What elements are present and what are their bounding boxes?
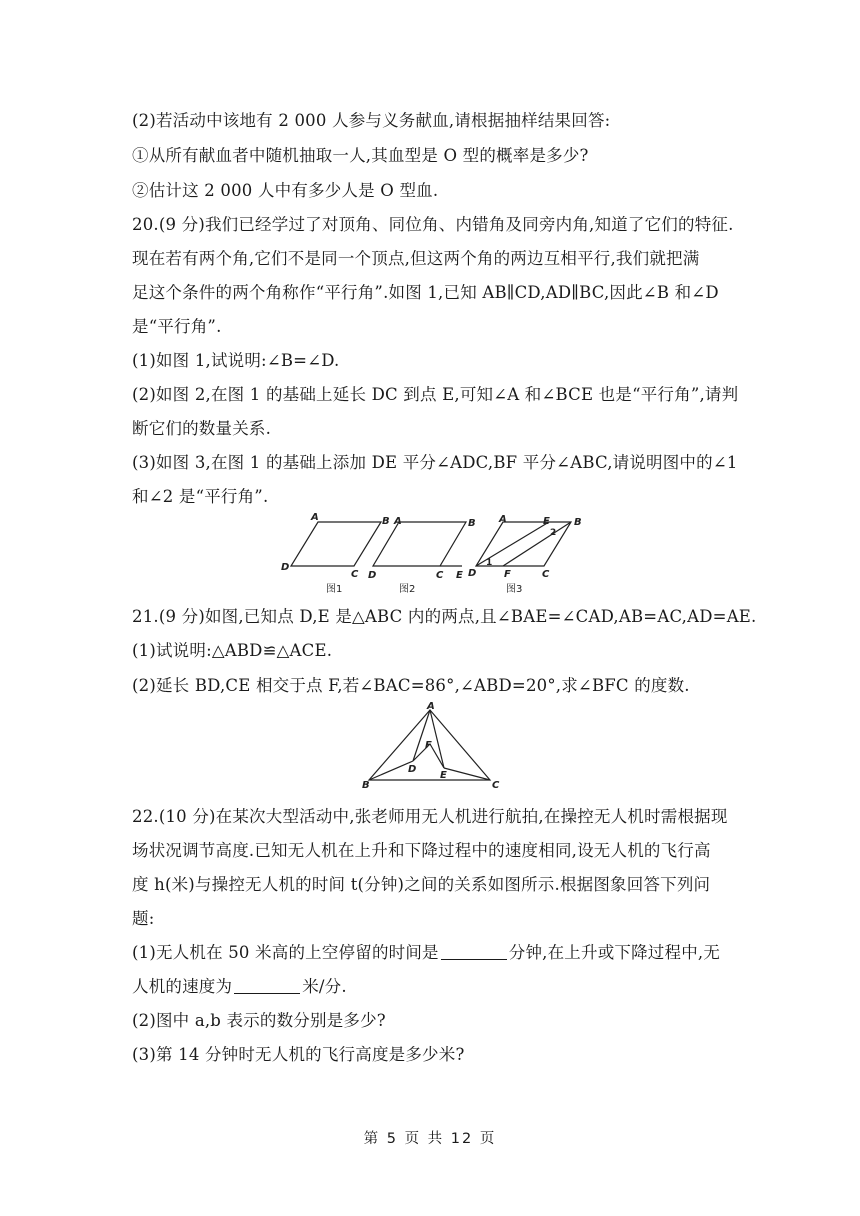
- question-20-text: 20.(9 分)我们已经学过了对顶角、同位角、内错角及同旁内角,知道了它们的特征.: [132, 215, 734, 234]
- triangle-label-b: B: [362, 780, 370, 791]
- fig2-label-e: E: [456, 570, 463, 581]
- fig3-label-a: A: [499, 514, 507, 525]
- part-1-text: (1)无人机在 50 米高的上空停留的时间是: [132, 943, 439, 962]
- question-21-text: 21.(9 分)如图,已知点 D,E 是△ABC 内的两点,且∠BAE=∠CAD,AB=AC,AD=AE.: [132, 607, 757, 626]
- fig3-label-b: B: [574, 517, 582, 528]
- fig1-label-d: D: [281, 562, 290, 573]
- question-20-part-3: 和∠2 是“平行角”.: [132, 487, 269, 506]
- question-22-part-1: [132, 942, 732, 964]
- answer-blank[interactable]: [441, 943, 507, 960]
- fig1-label-c: C: [351, 569, 359, 580]
- parallelogram-figures: [278, 512, 598, 596]
- question-20-part-2: (2)如图 2,在图 1 的基础上延长 DC 到点 E,可知∠A 和∠BCE 也是“平行角”,请判: [132, 385, 739, 404]
- fig1-label-b: B: [382, 516, 390, 527]
- question-22-text: 题:: [132, 909, 155, 928]
- text-line: ②估计这 2 000 人中有多少人是 O 型血.: [132, 181, 439, 200]
- figures-svg: [278, 512, 598, 596]
- page-footer: 第 5 页 共 12 页: [363, 1131, 497, 1147]
- part-1-text: 人机的速度为: [132, 977, 233, 996]
- fig2-label-d: D: [368, 570, 377, 581]
- triangle-label-f: F: [425, 740, 432, 751]
- triangle-label-e: E: [440, 770, 447, 781]
- fig3-angle-1: 1: [486, 558, 493, 568]
- fig2-caption: 图2: [399, 584, 416, 595]
- fig2-label-b: B: [468, 518, 476, 529]
- question-22-part-2: (2)图中 a,b 表示的数分别是多少?: [132, 1011, 386, 1030]
- text-line: (2)若活动中该地有 2 000 人参与义务献血,请根据抽样结果回答:: [132, 111, 611, 130]
- part-1-text: 分钟,在上升或下降过程中,无: [508, 943, 721, 962]
- text-line: ①从所有献血者中随机抽取一人,其血型是 O 型的概率是多少?: [132, 146, 589, 165]
- question-21-part-1: (1)试说明:△ABD≌△ACE.: [132, 641, 333, 660]
- triangle-label-c: C: [492, 780, 500, 791]
- fig3-label-f: F: [504, 569, 511, 580]
- fig2-label-c: C: [436, 570, 444, 581]
- question-22-text: 度 h(米)与操控无人机的时间 t(分钟)之间的关系如图所示.根据图象回答下列问: [132, 875, 711, 894]
- question-20-text: 现在若有两个角,它们不是同一个顶点,但这两个角的两边互相平行,我们就把满: [132, 249, 700, 268]
- triangle-svg: [356, 700, 506, 792]
- question-20-part-3: (3)如图 3,在图 1 的基础上添加 DE 平分∠ADC,BF 平分∠ABC,请说明图中的∠1: [132, 453, 738, 472]
- question-20-part-2: 断它们的数量关系.: [132, 419, 272, 438]
- fig3-angle-2: 2: [550, 528, 557, 538]
- fig3-caption: 图3: [506, 584, 523, 595]
- question-20-part-1: (1)如图 1,试说明:∠B=∠D.: [132, 351, 340, 370]
- fig3-label-c: C: [542, 569, 550, 580]
- question-21-part-2: (2)延长 BD,CE 相交于点 F,若∠BAC=86°,∠ABD=20°,求∠BFC 的度数.: [132, 676, 690, 695]
- question-22-text: 22.(10 分)在某次大型活动中,张老师用无人机进行航拍,在操控无人机时需根据现: [132, 807, 728, 826]
- part-1-text: 米/分.: [302, 977, 347, 996]
- triangle-label-a: A: [427, 701, 435, 712]
- triangle-label-d: D: [408, 764, 417, 775]
- fig3-label-e: E: [543, 516, 550, 527]
- question-22-part-3: (3)第 14 分钟时无人机的飞行高度是多少米?: [132, 1045, 465, 1064]
- question-22-text: 场状况调节高度.已知无人机在上升和下降过程中的速度相同,设无人机的飞行高: [132, 841, 711, 860]
- question-20-text: 是“平行角”.: [132, 317, 222, 336]
- fig1-caption: 图1: [326, 584, 343, 595]
- question-20-text: 足这个条件的两个角称作“平行角”.如图 1,已知 AB∥CD,AD∥BC,因此∠B 和∠D: [132, 283, 719, 302]
- triangle-figure: [356, 700, 506, 792]
- question-22-part-1: [132, 976, 732, 998]
- answer-blank[interactable]: [234, 977, 300, 994]
- fig2-label-a: A: [394, 516, 402, 527]
- fig3-label-d: D: [468, 568, 477, 579]
- fig1-label-a: A: [311, 512, 319, 523]
